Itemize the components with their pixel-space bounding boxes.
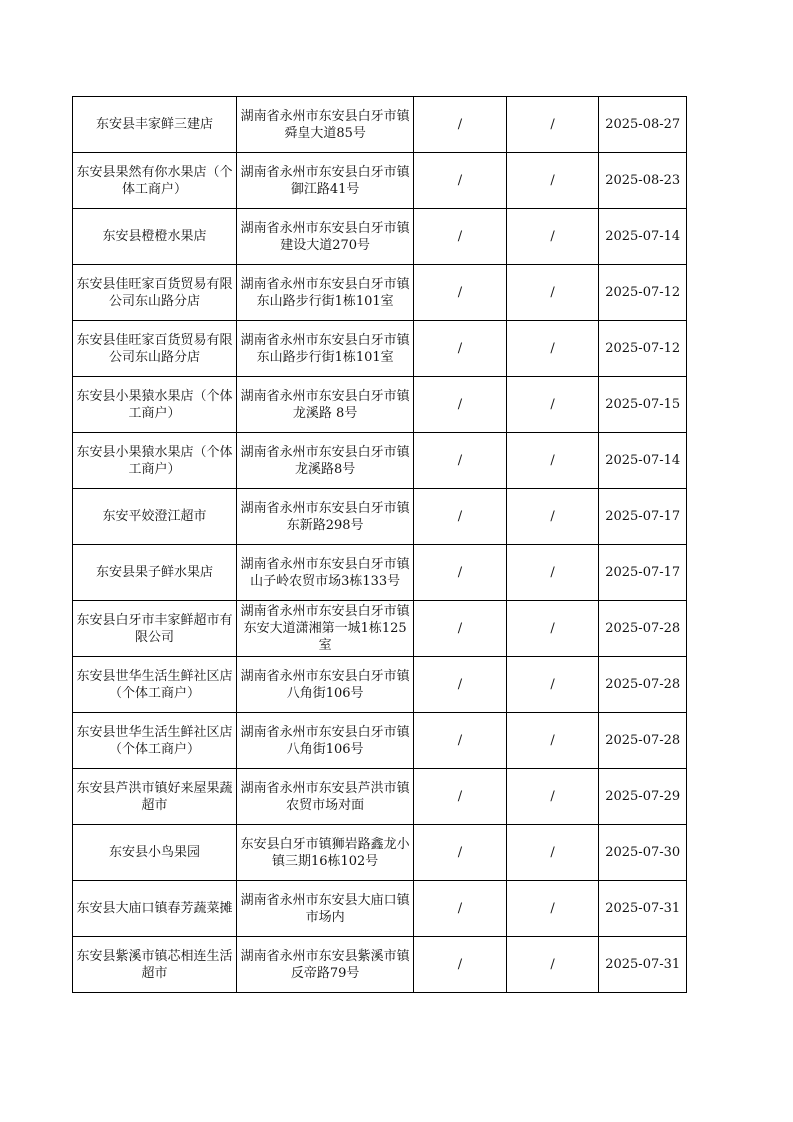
address-cell: 湖南省永州市东安县白牙市镇八角街106号 <box>237 713 414 769</box>
date-cell: 2025-07-12 <box>599 265 687 321</box>
table-row <box>73 769 687 825</box>
slash-cell-2: / <box>506 265 599 321</box>
slash-cell-1: / <box>414 209 507 265</box>
address-cell: 湖南省永州市东安县白牙市镇八角街106号 <box>237 657 414 713</box>
table-row <box>73 489 687 545</box>
slash-cell-2: / <box>506 713 599 769</box>
store-name-cell: 东安县世华生活生鲜社区店（个体工商户） <box>73 657 237 713</box>
address-cell: 湖南省永州市东安县大庙口镇市场内 <box>237 881 414 937</box>
date-cell: 2025-07-14 <box>599 433 687 489</box>
address-cell: 湖南省永州市东安县白牙市镇龙溪路 8号 <box>237 377 414 433</box>
slash-cell-2: / <box>506 377 599 433</box>
store-name-cell: 东安县小果猿水果店（个体工商户） <box>73 433 237 489</box>
slash-cell-1: / <box>414 97 507 153</box>
slash-cell-2: / <box>506 657 599 713</box>
store-name-cell: 东安县橙橙水果店 <box>73 209 237 265</box>
date-cell: 2025-07-30 <box>599 825 687 881</box>
slash-cell-1: / <box>414 769 507 825</box>
date-cell: 2025-07-28 <box>599 601 687 657</box>
table-row <box>73 265 687 321</box>
table-row <box>73 601 687 657</box>
address-cell: 湖南省永州市东安县紫溪市镇反帝路79号 <box>237 937 414 993</box>
store-name-cell: 东安县果子鲜水果店 <box>73 545 237 601</box>
slash-cell-2: / <box>506 881 599 937</box>
date-cell: 2025-08-27 <box>599 97 687 153</box>
address-cell: 东安县白牙市镇狮岩路鑫龙小镇三期16栋102号 <box>237 825 414 881</box>
slash-cell-1: / <box>414 881 507 937</box>
store-name-cell: 东安县世华生活生鲜社区店（个体工商户） <box>73 713 237 769</box>
slash-cell-1: / <box>414 601 507 657</box>
slash-cell-1: / <box>414 433 507 489</box>
slash-cell-1: / <box>414 153 507 209</box>
table-row <box>73 209 687 265</box>
address-cell: 湖南省永州市东安县白牙市镇建设大道270号 <box>237 209 414 265</box>
slash-cell-2: / <box>506 433 599 489</box>
records-table-body <box>73 97 687 993</box>
slash-cell-1: / <box>414 321 507 377</box>
date-cell: 2025-07-28 <box>599 657 687 713</box>
store-name-cell: 东安县丰家鲜三建店 <box>73 97 237 153</box>
store-name-cell: 东安县小鸟果园 <box>73 825 237 881</box>
date-cell: 2025-07-12 <box>599 321 687 377</box>
slash-cell-2: / <box>506 825 599 881</box>
table-row <box>73 153 687 209</box>
table-row <box>73 377 687 433</box>
date-cell: 2025-07-17 <box>599 489 687 545</box>
address-cell: 湖南省永州市东安县白牙市镇东山路步行街1栋101室 <box>237 265 414 321</box>
slash-cell-1: / <box>414 377 507 433</box>
table-row <box>73 937 687 993</box>
slash-cell-2: / <box>506 153 599 209</box>
store-name-cell: 东安县佳旺家百货贸易有限公司东山路分店 <box>73 321 237 377</box>
address-cell: 湖南省永州市东安县白牙市镇舜皇大道85号 <box>237 97 414 153</box>
address-cell: 湖南省永州市东安县白牙市镇御江路41号 <box>237 153 414 209</box>
slash-cell-2: / <box>506 489 599 545</box>
date-cell: 2025-07-29 <box>599 769 687 825</box>
address-cell: 湖南省永州市东安县白牙市镇东山路步行街1栋101室 <box>237 321 414 377</box>
slash-cell-1: / <box>414 713 507 769</box>
slash-cell-2: / <box>506 97 599 153</box>
slash-cell-1: / <box>414 265 507 321</box>
address-cell: 湖南省永州市东安县白牙市镇东新路298号 <box>237 489 414 545</box>
address-cell: 湖南省永州市东安县芦洪市镇农贸市场对面 <box>237 769 414 825</box>
store-name-cell: 东安县佳旺家百货贸易有限公司东山路分店 <box>73 265 237 321</box>
slash-cell-2: / <box>506 545 599 601</box>
slash-cell-2: / <box>506 937 599 993</box>
table-row <box>73 97 687 153</box>
table-row <box>73 433 687 489</box>
records-table <box>72 96 687 993</box>
date-cell: 2025-07-31 <box>599 937 687 993</box>
date-cell: 2025-07-17 <box>599 545 687 601</box>
table-row <box>73 825 687 881</box>
store-name-cell: 东安县果然有你水果店（个体工商户） <box>73 153 237 209</box>
date-cell: 2025-07-14 <box>599 209 687 265</box>
date-cell: 2025-07-28 <box>599 713 687 769</box>
date-cell: 2025-07-31 <box>599 881 687 937</box>
store-name-cell: 东安县白牙市丰家鲜超市有限公司 <box>73 601 237 657</box>
table-row <box>73 545 687 601</box>
slash-cell-1: / <box>414 825 507 881</box>
address-cell: 湖南省永州市东安县白牙市镇龙溪路8号 <box>237 433 414 489</box>
slash-cell-1: / <box>414 937 507 993</box>
table-row <box>73 657 687 713</box>
store-name-cell: 东安县大庙口镇春芳蔬菜摊 <box>73 881 237 937</box>
slash-cell-1: / <box>414 657 507 713</box>
table-row <box>73 713 687 769</box>
slash-cell-2: / <box>506 769 599 825</box>
store-name-cell: 东安平姣澄江超市 <box>73 489 237 545</box>
store-name-cell: 东安县紫溪市镇芯相连生活超市 <box>73 937 237 993</box>
slash-cell-1: / <box>414 545 507 601</box>
slash-cell-2: / <box>506 209 599 265</box>
address-cell: 湖南省永州市东安县白牙市镇东安大道潇湘第一城1栋125室 <box>237 601 414 657</box>
table-row <box>73 881 687 937</box>
store-name-cell: 东安县小果猿水果店（个体工商户） <box>73 377 237 433</box>
address-cell: 湖南省永州市东安县白牙市镇山子岭农贸市场3栋133号 <box>237 545 414 601</box>
store-name-cell: 东安县芦洪市镇好来屋果蔬超市 <box>73 769 237 825</box>
slash-cell-2: / <box>506 321 599 377</box>
date-cell: 2025-07-15 <box>599 377 687 433</box>
slash-cell-1: / <box>414 489 507 545</box>
date-cell: 2025-08-23 <box>599 153 687 209</box>
table-row <box>73 321 687 377</box>
slash-cell-2: / <box>506 601 599 657</box>
